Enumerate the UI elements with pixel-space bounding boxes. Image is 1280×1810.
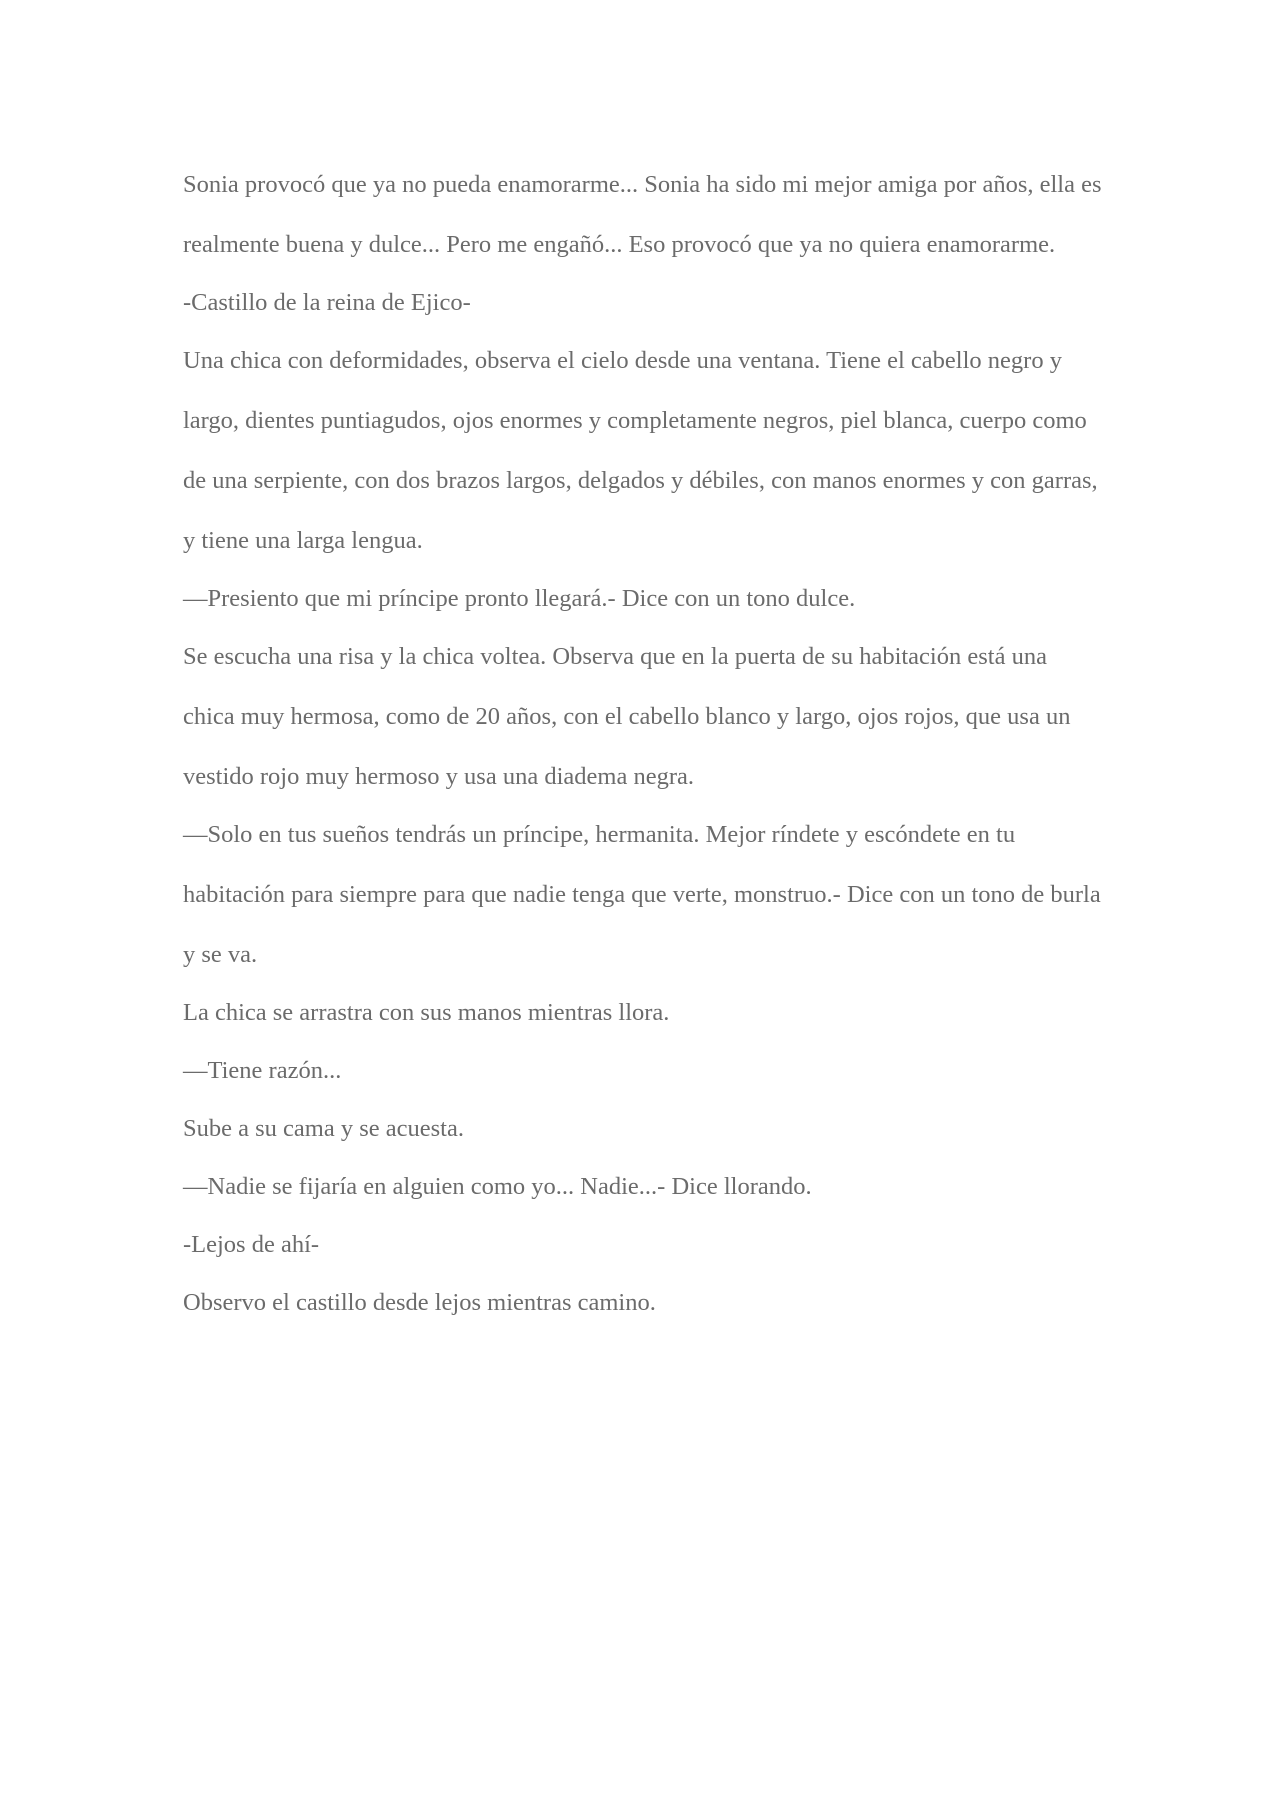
paragraph-1: Sonia provocó que ya no pueda enamorarme... Sonia ha sido mi mejor amiga por años, ella es realmente buena y dulce... Pero me engañó... Eso provocó que ya no quiera enamorarme. [183, 171, 1102, 258]
scene-heading-far: -Lejos de ahí- [183, 1231, 320, 1258]
dialogue-3: —Tiene razón... [183, 1057, 342, 1084]
paragraph-7: La chica se arrastra con sus manos mientras llora. [183, 999, 670, 1026]
dialogue-1: —Presiento que mi príncipe pronto llegará.- Dice con un tono dulce. [183, 585, 856, 612]
paragraph-9: Sube a su cama y se acuesta. [183, 1115, 464, 1142]
document-body [183, 172, 1103, 1348]
paragraph-5: Se escucha una risa y la chica voltea. Observa que en la puerta de su habitación está una chica muy hermosa, como de 20 años, con el cabello blanco y largo, ojos rojos, que usa un vestido rojo muy hermoso y usa una diadema negra. [183, 643, 1071, 790]
dialogue-2: —Solo en tus sueños tendrás un príncipe, hermanita. Mejor ríndete y escóndete en tu habitación para siempre para que nadie tenga que verte, monstruo.- Dice con un tono de burla y se va. [183, 821, 1101, 968]
scene-heading-castle: -Castillo de la reina de Ejico- [183, 289, 471, 316]
dialogue-4: —Nadie se fijaría en alguien como yo... Nadie...- Dice llorando. [183, 1173, 812, 1200]
paragraph-12: Observo el castillo desde lejos mientras camino. [183, 1289, 656, 1316]
paragraph-3: Una chica con deformidades, observa el cielo desde una ventana. Tiene el cabello negro y largo, dientes puntiagudos, ojos enormes y completamente negros, piel blanca, cuerpo como de una serpiente, con dos brazos largos, delgados y débiles, con manos enormes y con garras, y tiene una larga lengua. [183, 347, 1098, 554]
